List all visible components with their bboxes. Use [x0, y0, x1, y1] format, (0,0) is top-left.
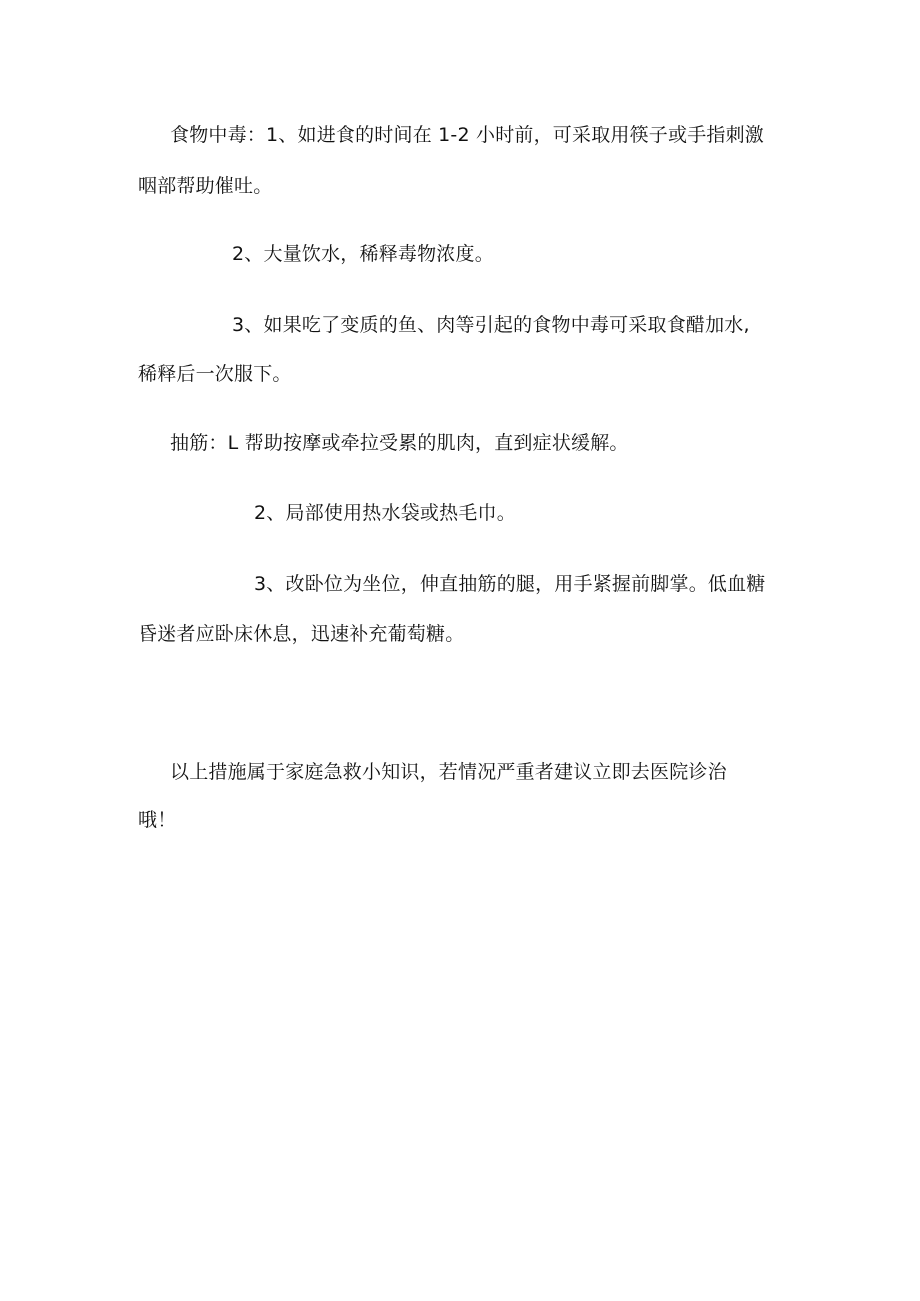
cramp-step-3-line-1: 3、改卧位为坐位，伸直抽筋的腿，用手紧握前脚掌。低血糖 [254, 573, 766, 595]
cramp-paragraph-line-1: 抽筋：L 帮助按摩或牵拉受累的肌肉，直到症状缓解。 [170, 432, 629, 454]
closing-note-line-1: 以上措施属于家庭急救小知识，若情况严重者建议立即去医院诊治 [170, 761, 727, 783]
closing-note-line-2: 哦！ [138, 809, 177, 831]
cramp-step-2: 2、局部使用热水袋或热毛巾。 [254, 502, 516, 524]
food-poisoning-step-3-line-2: 稀释后一次服下。 [138, 363, 292, 385]
food-poisoning-paragraph-line-1: 食物中毒：1、如进食的时间在 1-2 小时前，可采取用筷子或手指刺激 [170, 124, 765, 146]
cramp-step-3-line-2: 昏迷者应卧床休息，迅速补充葡萄糖。 [138, 623, 465, 645]
food-poisoning-paragraph-line-2: 咽部帮助催吐。 [138, 175, 273, 197]
food-poisoning-step-3-line-1: 3、如果吃了变质的鱼、肉等引起的食物中毒可采取食醋加水, [232, 314, 750, 336]
food-poisoning-step-2: 2、大量饮水，稀释毒物浓度。 [232, 243, 494, 265]
